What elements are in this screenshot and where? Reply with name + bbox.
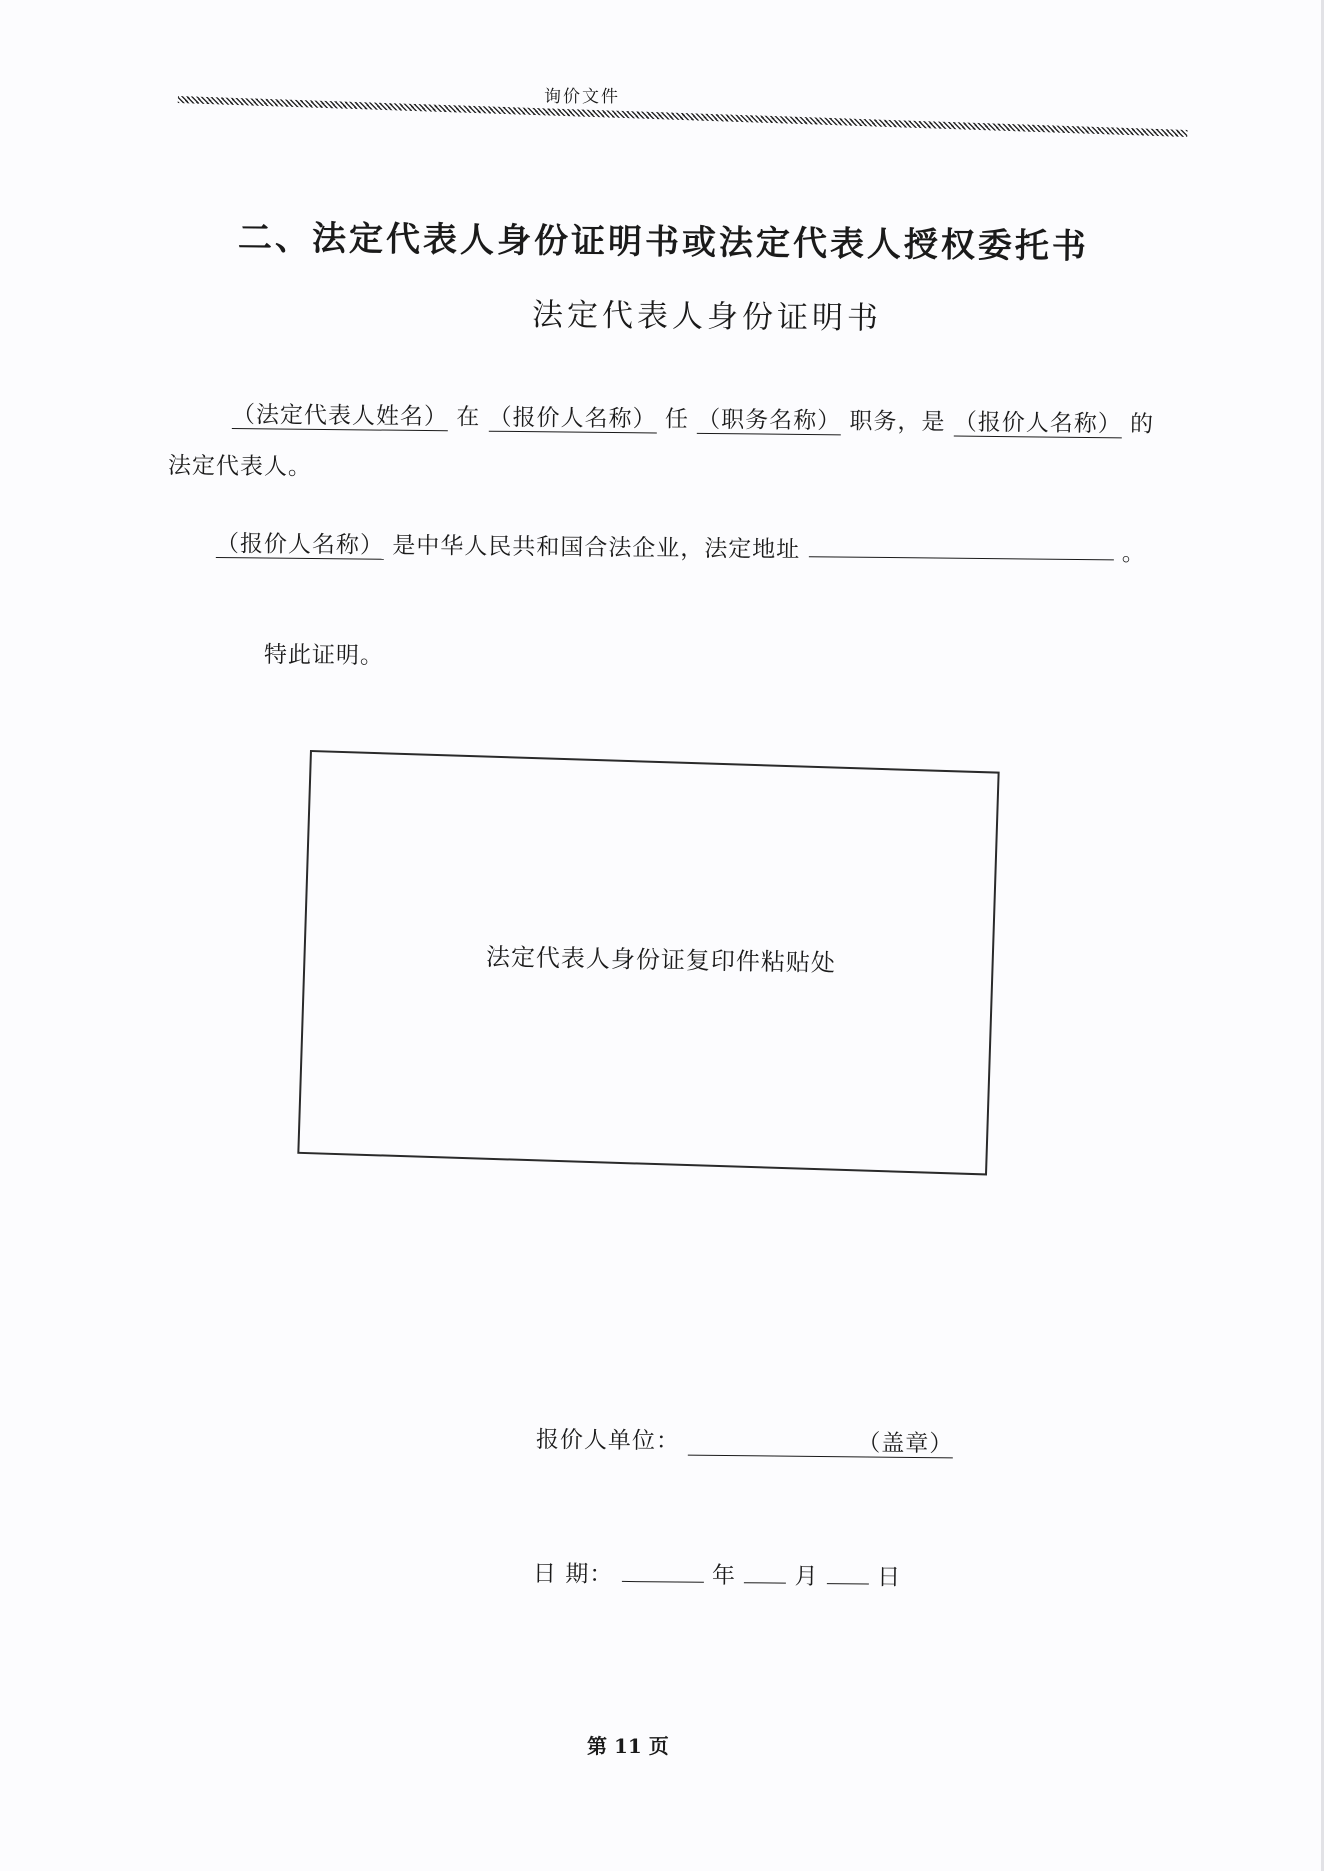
paragraph-2 xyxy=(216,525,1146,568)
month-label: 月 xyxy=(794,1563,819,1590)
paragraph-3: 特此证明。 xyxy=(263,642,385,670)
legal-rep-name-field: （法定代表人姓名） xyxy=(231,402,449,431)
legal-address-blank xyxy=(808,534,1113,560)
paragraph-2-end: 。 xyxy=(1121,540,1146,567)
date-line xyxy=(533,1555,902,1592)
signature-label: 报价人单位： xyxy=(535,1427,681,1455)
date-label: 日 期： xyxy=(532,1561,614,1588)
paragraph-1-line-1 xyxy=(232,396,1154,439)
company-seal-field xyxy=(688,1430,953,1459)
company-name-field-3: （报价人名称） xyxy=(215,531,385,559)
year-blank xyxy=(622,1559,704,1583)
day-blank xyxy=(827,1561,869,1584)
paragraph-2-text: 是中华人民共和国合法企业，法定地址 xyxy=(392,532,801,564)
text-position: 任 xyxy=(664,406,690,433)
section-heading: 二、法定代表人身份证明书或法定代表人授权委托书 xyxy=(237,218,1090,267)
header-rule xyxy=(178,96,1188,137)
day-label: 日 xyxy=(877,1564,902,1591)
header-title: 询价文件 xyxy=(544,87,620,107)
month-blank xyxy=(744,1560,786,1583)
id-card-paste-label: 法定代表人身份证复印件粘贴处 xyxy=(485,943,837,978)
text-at: 在 xyxy=(456,404,481,431)
text-role: 职务，是 xyxy=(849,408,946,436)
year-label: 年 xyxy=(711,1562,737,1590)
position-title-field: （职务名称） xyxy=(697,406,842,435)
text-of: 的 xyxy=(1129,411,1155,438)
signature-line xyxy=(536,1421,954,1459)
seal-text: （盖章） xyxy=(857,1430,954,1458)
company-name-field-2: （报价人名称） xyxy=(953,409,1122,438)
company-name-field: （报价人名称） xyxy=(488,404,657,433)
page-number: 第 11 页 xyxy=(587,1734,669,1758)
paragraph-1-line-2: 法定代表人。 xyxy=(167,453,313,481)
document-title: 法定代表人身份证明书 xyxy=(531,297,883,337)
